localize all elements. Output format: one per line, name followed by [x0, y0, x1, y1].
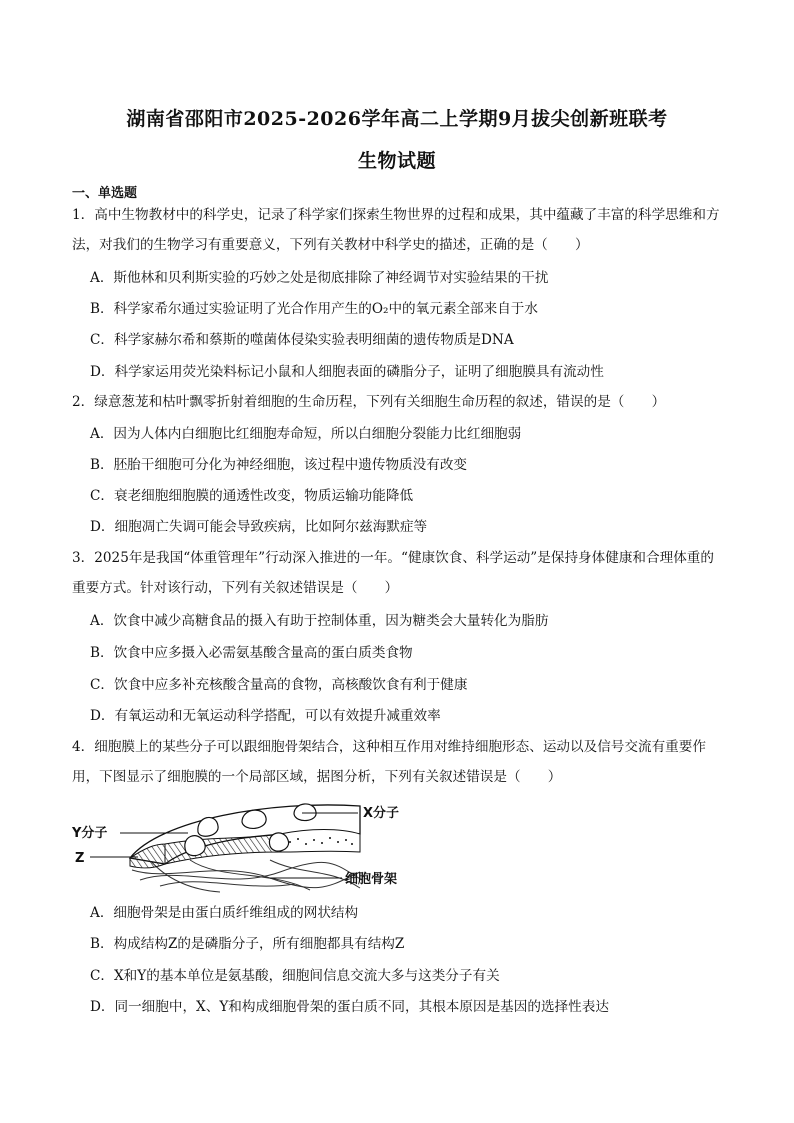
question-3-stem: 3．2025年是我国“体重管理年”行动深入推进的一年。“健康饮食、科学运动”是保持身体健康和合理体重的重要方式。针对该行动，下列有关叙述错误是（ ）: [72, 550, 714, 596]
question-4-option-b: B．构成结构Z的是磷脂分子，所有细胞都具有结构Z: [90, 936, 405, 952]
label-y-molecule: Y分子: [72, 826, 108, 841]
cytoskeleton-fibers: [132, 860, 362, 892]
question-4-option-a: A．细胞骨架是由蛋白质纤维组成的网状结构: [90, 905, 359, 921]
question-3-option-a: A．饮食中减少高糖食品的摄入有助于控制体重，因为糖类会大量转化为脂肪: [90, 613, 549, 629]
question-2-stem: 2．绿意葱茏和枯叶飘零折射着细胞的生命历程，下列有关细胞生命历程的叙述，错误的是（ ）: [72, 394, 666, 410]
document-subtitle: 生物试题: [357, 150, 436, 172]
label-cytoskeleton: 细胞骨架: [345, 872, 398, 887]
y-molecule: [185, 836, 205, 856]
label-z-structure: Z: [75, 851, 85, 866]
document-title: 湖南省邵阳市2025-2026学年高二上学期9月拔尖创新班联考: [126, 108, 668, 130]
cell-membrane-figure: [70, 800, 430, 895]
question-3-option-b: B．饮食中应多摄入必需氨基酸含量高的蛋白质类食物: [90, 645, 413, 661]
question-1-option-c: C．科学家赫尔希和蔡斯的噬菌体侵染实验表明细菌的遗传物质是DNA: [90, 332, 514, 348]
question-2-option-a: A．因为人体内白细胞比红细胞寿命短，所以白细胞分裂能力比红细胞弱: [90, 426, 522, 442]
question-1-option-b: B．科学家希尔通过实验证明了光合作用产生的O₂中的氧元素全部来自于水: [90, 301, 538, 317]
question-2-option-d: D．细胞凋亡失调可能会导致疾病，比如阿尔兹海默症等: [90, 519, 428, 535]
question-1-option-a: A．斯他林和贝利斯实验的巧妙之处是彻底排除了神经调节对实验结果的干扰: [90, 270, 549, 286]
question-3-option-d: D．有氧运动和无氧运动科学搭配，可以有效提升减重效率: [90, 708, 441, 724]
question-1-stem: 1．高中生物教材中的科学史，记录了科学家们探索生物世界的过程和成果，其中蕴藏了丰富的科学思维和方法，对我们的生物学习有重要意义，下列有关教材中科学史的描述，正确的是（ ）: [72, 207, 720, 253]
question-4-option-d: D．同一细胞中，X、Y和构成细胞骨架的蛋白质不同，其根本原因是基因的选择性表达: [90, 999, 609, 1015]
question-4-option-c: C．X和Y的基本单位是氨基酸，细胞间信息交流大多与这类分子有关: [90, 968, 500, 984]
question-2-option-c: C．衰老细胞细胞膜的通透性改变，物质运输功能降低: [90, 488, 414, 504]
question-3-option-c: C．饮食中应多补充核酸含量高的食物，高核酸饮食有利于健康: [90, 677, 468, 693]
question-1-option-d: D．科学家运用荧光染料标记小鼠和人细胞表面的磷脂分子，证明了细胞膜具有流动性: [90, 364, 604, 380]
section-heading: 一、单选题: [72, 186, 138, 201]
question-4-stem: 4．细胞膜上的某些分子可以跟细胞骨架结合，这种相互作用对维持细胞形态、运动以及信号交流有重要作用，下图显示了细胞膜的一个局部区域，据图分析，下列有关叙述错误是（ ）: [72, 739, 706, 785]
label-x-molecule: X分子: [363, 806, 400, 821]
question-2-option-b: B．胚胎干细胞可分化为神经细胞，该过程中遗传物质没有改变: [90, 457, 468, 473]
